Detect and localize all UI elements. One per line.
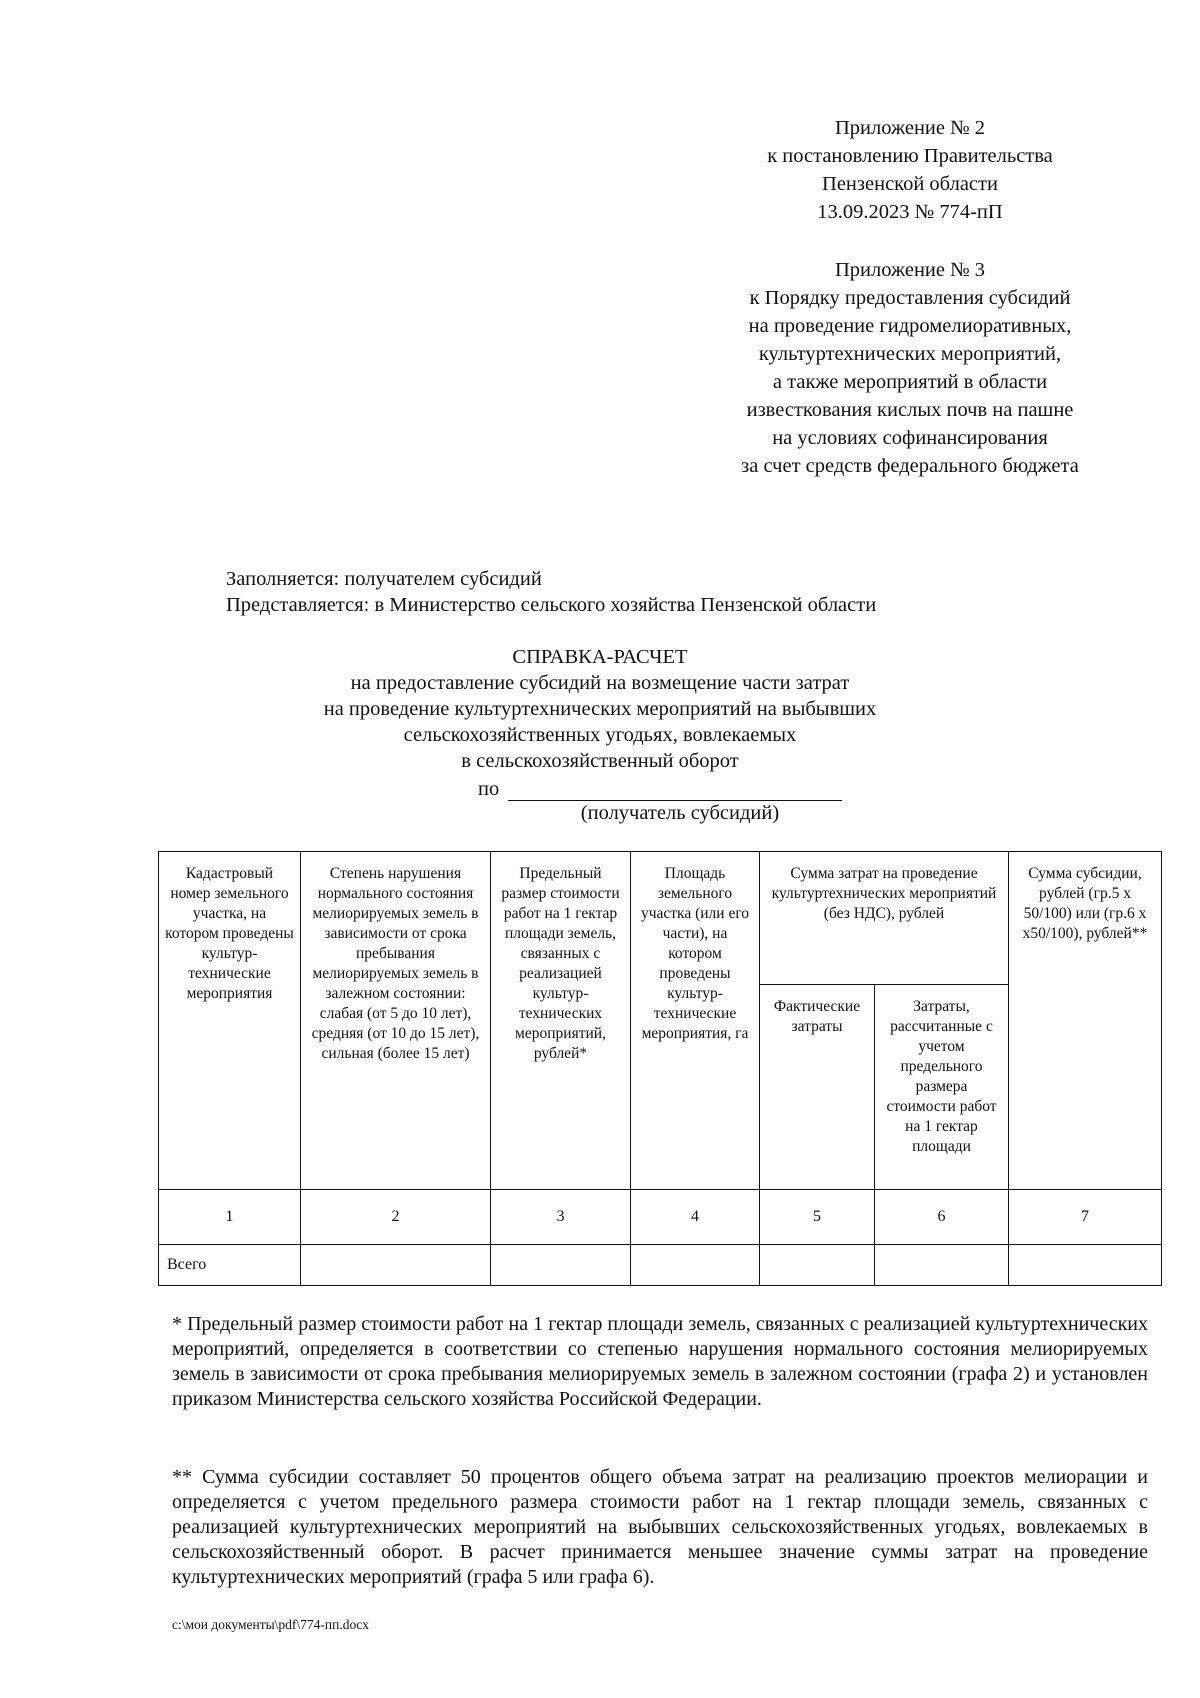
appendix-2-line: Приложение № 2 bbox=[834, 117, 986, 139]
title-line: сельскохозяйственных угодьях, вовлекаемых bbox=[403, 724, 797, 746]
appendix-3-line: культуртехнических мероприятий, bbox=[758, 343, 1062, 365]
submitted-to-line: Представляется: в Министерство сельского хозяйства Пензенской области bbox=[226, 594, 877, 616]
title-line: на предоставление субсидий на возмещение части затрат bbox=[350, 672, 850, 694]
column-number: 2 bbox=[301, 1190, 491, 1245]
appendix-3-line: за счет средств федерального бюджета bbox=[741, 455, 1079, 477]
header-max-cost-per-hectare: Предельный размер стоимости работ на 1 гектар площади земель, связанных с реализацией культур-технических мероприятий, рублей* bbox=[491, 852, 631, 1190]
document-title bbox=[300, 644, 900, 774]
appendix-3-line: известкования кислых почв на пашне bbox=[746, 399, 1074, 421]
submission-info bbox=[226, 566, 876, 618]
appendix-3-line: а также мероприятий в области bbox=[772, 371, 1048, 393]
header-land-area: Площадь земельного участка (или его части), на котором проведены культур-технические мероприятия, га bbox=[631, 852, 760, 1190]
column-number: 4 bbox=[631, 1190, 760, 1245]
total-cell bbox=[760, 1245, 875, 1286]
total-cell bbox=[491, 1245, 631, 1286]
header-row bbox=[159, 852, 1162, 985]
total-cell bbox=[875, 1245, 1009, 1286]
footnote-1: * Предельный размер стоимости работ на 1 гектар площади земель, связанных с реализацией культуртехнических мероприятий, определяется в соответствии со степенью нарушения нормального состояния мелиорируемых земель в зависимости от срока пребывания мелиорируемых земель в залежном состоянии (графа 2) и установлен приказом Министерства сельского хозяйства Российской Федерации. bbox=[172, 1313, 1148, 1410]
header-calculated-costs: Затраты, рассчитанные с учетом предельного размера стоимости работ на 1 гектар площади bbox=[875, 985, 1009, 1190]
header-violation-degree: Степень нарушения нормального состояния мелиорируемых земель в зависимости от срока пребывания мелиорируемых земель в залежном состоянии: слабая (от 5 до 10 лет), средняя (от 10 до 15 лет), сильная (более 15 лет) bbox=[301, 852, 491, 1190]
column-number: 6 bbox=[875, 1190, 1009, 1245]
header-cadastral-number: Кадастровый номер земельного участка, на котором проведены культур-технические мероприятия bbox=[159, 852, 301, 1190]
appendix-2-line: к постановлению Правительства bbox=[767, 145, 1053, 167]
column-number: 1 bbox=[159, 1190, 301, 1245]
column-numbers-row bbox=[159, 1190, 1162, 1245]
document-heading: СПРАВКА-РАСЧЕТ bbox=[512, 646, 688, 668]
filled-by-line: Заполняется: получателем субсидий bbox=[226, 568, 542, 590]
appendix-2-line: Пензенской области bbox=[822, 173, 998, 195]
title-line: в сельскохозяйственный оборот bbox=[461, 750, 739, 772]
recipient-caption: (получатель субсидий) bbox=[580, 802, 780, 824]
po-label: по bbox=[478, 778, 500, 800]
appendix-3-line: на условиях софинансирования bbox=[772, 427, 1048, 449]
appendix-2-line: 13.09.2023 № 774-пП bbox=[817, 201, 1003, 223]
total-row bbox=[159, 1245, 1162, 1286]
total-cell bbox=[301, 1245, 491, 1286]
footnote-2: ** Сумма субсидии составляет 50 процентов общего объема затрат на реализацию проектов мелиорации и определяется с учетом предельного размера стоимости работ на 1 гектар площади земель, связанных с реализацией культуртехнических мероприятий на выбывших сельскохозяйственных угодьях, вовлекаемых в сельскохозяйственный оборот. В расчет принимается меньшее значение суммы затрат на проведение культуртехнических мероприятий (графа 5 или графа 6). bbox=[172, 1466, 1148, 1588]
title-line: на проведение культуртехнических мероприятий на выбывших bbox=[323, 698, 877, 720]
column-number: 5 bbox=[760, 1190, 875, 1245]
column-number: 3 bbox=[491, 1190, 631, 1245]
calculation-table bbox=[158, 851, 1162, 1286]
appendix-2-header bbox=[700, 114, 1120, 226]
total-label: Всего bbox=[159, 1245, 301, 1286]
total-cell bbox=[1009, 1245, 1162, 1286]
header-subsidy-sum: Сумма субсидии, рублей (гр.5 x 50/100) или (гр.6 x x50/100), рублей** bbox=[1009, 852, 1162, 1190]
header-cost-sum-group: Сумма затрат на проведение культуртехнических мероприятий (без НДС), рублей bbox=[760, 852, 1009, 985]
header-actual-costs: Фактические затраты bbox=[760, 985, 875, 1190]
appendix-3-line: Приложение № 3 bbox=[834, 259, 986, 281]
appendix-3-header bbox=[700, 256, 1120, 480]
appendix-3-line: на проведение гидромелиоративных, bbox=[748, 315, 1072, 337]
total-cell bbox=[631, 1245, 760, 1286]
file-path: c:\мои документы\pdf\774-пп.docx bbox=[172, 1617, 369, 1632]
column-number: 7 bbox=[1009, 1190, 1162, 1245]
appendix-3-line: к Порядку предоставления субсидий bbox=[749, 287, 1071, 309]
